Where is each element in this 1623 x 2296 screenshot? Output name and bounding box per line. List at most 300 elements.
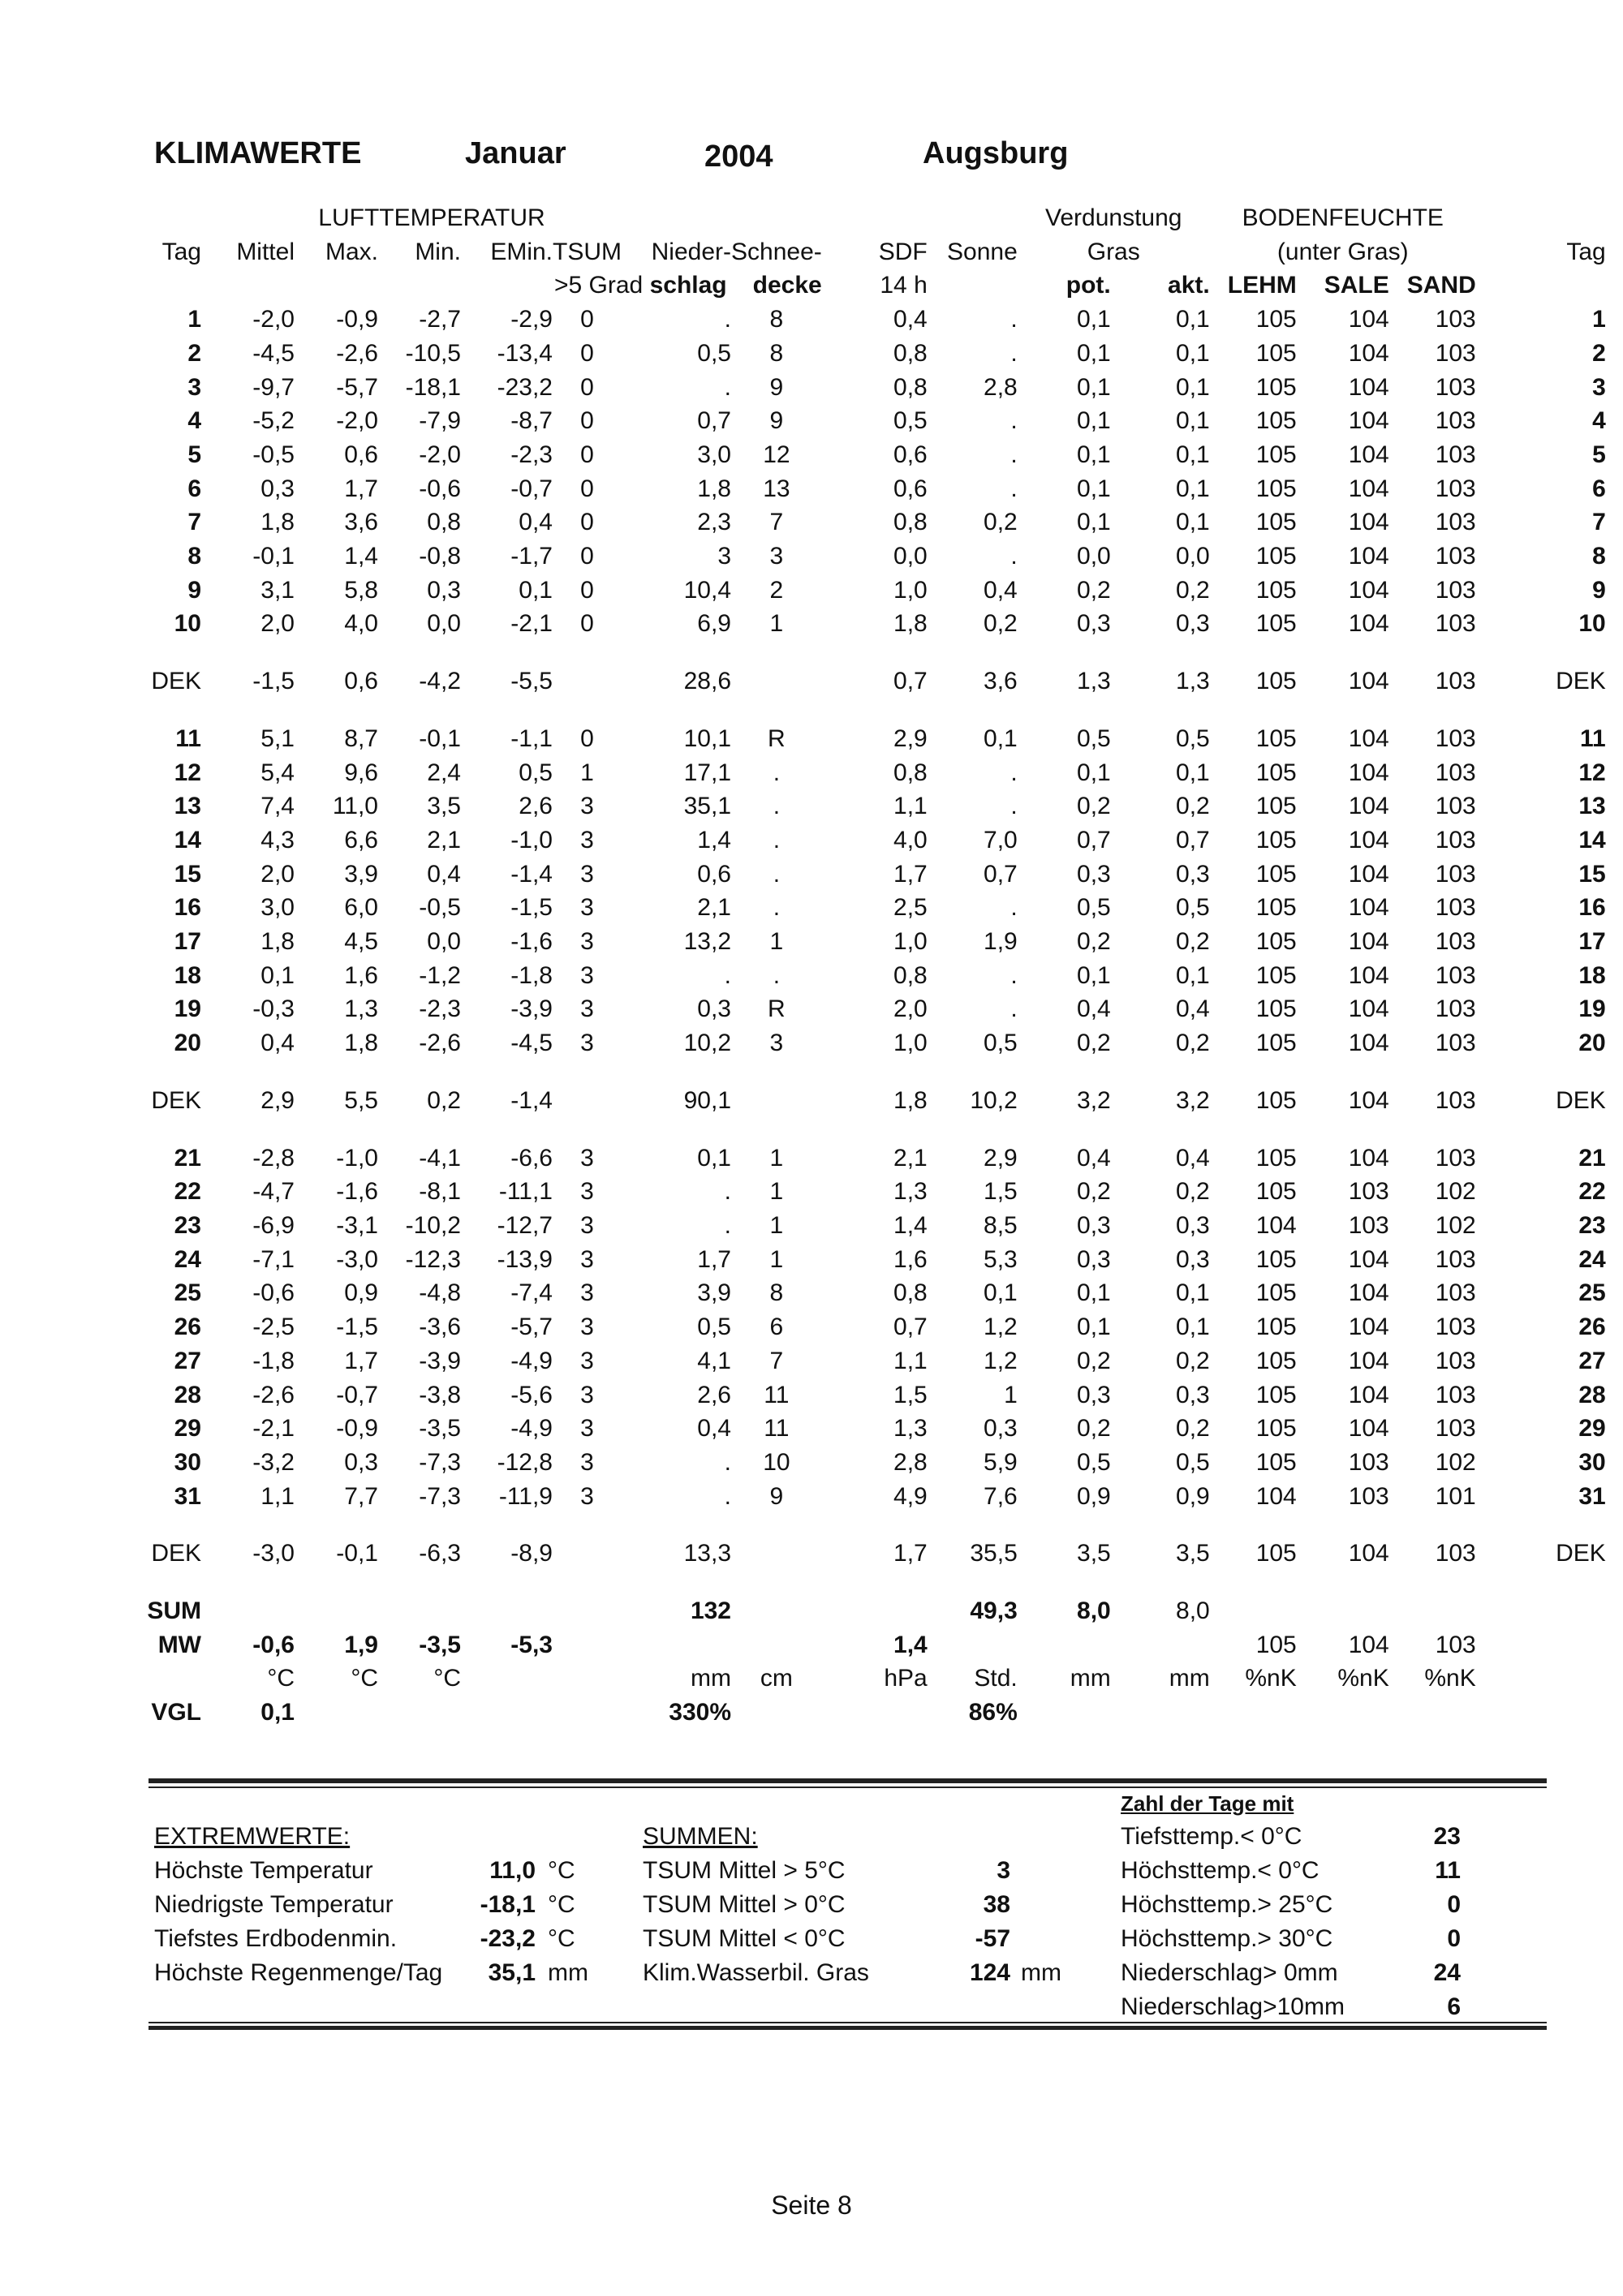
table-cell: 3,5 [427,793,461,820]
header-cell: (unter Gras) [1276,238,1409,265]
table-cell: -3,5 [419,1415,461,1443]
table-row [146,891,1606,925]
table-cell: 104 [1348,1415,1389,1443]
table-cell: 0 [580,509,594,536]
table-cell: 13 [763,475,790,502]
table-cell [553,1662,622,1696]
table-cell: -7,4 [510,1279,553,1307]
table-cell: 35,5 [970,1540,1018,1567]
table-cell: 0,0 [1077,543,1111,570]
header-cell: 14 h [880,272,928,299]
dek-row [146,1537,1606,1571]
table-cell: 4,0 [344,610,378,638]
table-cell: 3,0 [260,894,295,922]
tage-value: 11 [1435,1857,1461,1884]
table-cell [461,1662,553,1696]
table-cell: 2,1 [697,894,731,922]
table-cell: . [1010,894,1018,922]
table-cell: 2,6 [697,1381,731,1408]
table-cell: 105 [1255,1415,1297,1443]
table-cell: -3,8 [419,1381,461,1408]
table-cell: 103 [1435,1347,1476,1374]
doc-year: 2004 [704,140,773,174]
table-cell: 103 [1435,894,1476,922]
table-cell: 105 [1255,441,1297,468]
table-cell [1210,1594,1297,1628]
table-cell: -2,7 [419,306,461,333]
table-cell: -0,5 [252,441,295,468]
table-row [146,992,1606,1026]
table-cell: 104 [1348,407,1389,435]
tage-label: Höchsttemp.< 0°C [1121,1857,1319,1884]
table-cell: 0,1 [1176,306,1210,333]
table-cell: 5,8 [344,576,378,604]
table-cell: 86% [968,1699,1018,1726]
table-cell: 1,3 [1077,668,1111,695]
table-cell [731,1084,822,1118]
table-cell: 1,7 [697,1245,731,1273]
table-cell: 0,3 [1176,860,1210,888]
table-cell: 3 [580,1415,594,1443]
table-row [146,472,1606,506]
table-cell [928,1628,1018,1662]
header-lufttemperatur: LUFTTEMPERATUR [318,204,545,231]
table-cell: 4,0 [893,826,928,853]
table-cell: 104 [1348,1030,1389,1057]
table-cell: 2,4 [427,759,461,786]
table-cell: 7,6 [984,1482,1018,1510]
table-cell: %nK [1245,1665,1297,1692]
header-cell: LEHM [1227,272,1297,299]
table-cell: 2,9 [984,1144,1018,1172]
table-cell: -2,9 [510,306,553,333]
table-cell: 3 [580,826,594,853]
table-cell: 0,5 [984,1030,1018,1057]
table-row [146,1480,1606,1514]
table-cell: 0,4 [1077,1144,1111,1172]
table-cell: 15 [174,860,201,888]
table-cell: 0,2 [427,1086,461,1114]
table-cell: 105 [1255,373,1297,401]
table-cell [1111,1628,1210,1662]
table-cell: 105 [1255,1631,1297,1658]
divider-bottom-thin [149,2022,1547,2023]
table-cell: 103 [1435,668,1476,695]
table-cell: -2,1 [510,610,553,638]
header-row-3 [146,269,1606,303]
table-cell: 24 [1578,1245,1606,1273]
table-cell: 8,5 [984,1211,1018,1239]
table-cell: SUM [147,1597,201,1625]
table-cell: . [1010,306,1018,333]
table-cell: 7 [769,1347,784,1374]
table-cell: 2,3 [697,509,731,536]
table-cell: 3 [187,373,201,401]
table-cell: 0,3 [697,995,731,1023]
header-cell: pot. [1065,272,1111,299]
table-row [146,756,1606,790]
table-cell: 103 [1435,724,1476,752]
table-cell: -3,0 [336,1245,378,1273]
table-cell: 1 [1004,1381,1018,1408]
table-cell: -3,9 [510,995,553,1023]
table-cell: 18 [1578,961,1606,989]
tage-label: Höchsttemp.> 30°C [1121,1925,1333,1952]
table-cell: . [1010,441,1018,468]
table-row [146,1276,1606,1310]
table-cell: . [773,793,781,820]
table-cell: 0,0 [427,610,461,638]
table-cell: -1,8 [252,1347,295,1374]
table-cell: -4,9 [510,1347,553,1374]
table-row [146,1209,1606,1243]
table-cell: 3 [580,1178,594,1206]
table-cell: 0,2 [1176,793,1210,820]
table-cell: 104 [1348,610,1389,638]
table-cell: . [1010,407,1018,435]
table-cell: 105 [1255,1178,1297,1206]
spacer-row [146,641,1606,664]
table-cell: 7,7 [344,1482,378,1510]
table-cell: 21 [174,1144,201,1172]
table-cell: 1 [769,1178,784,1206]
tage-value: 0 [1447,1891,1461,1918]
table-row [146,505,1606,540]
table-cell: 0,7 [893,668,928,695]
table-cell: 103 [1435,1314,1476,1341]
table-row [146,858,1606,892]
extremwert-label: Niedrigste Temperatur [154,1891,394,1918]
table-cell: 103 [1435,928,1476,956]
table-cell: 2,8 [984,373,1018,401]
table-cell: DEK [151,668,201,695]
table-cell: 1,3 [893,1178,928,1206]
table-row [146,925,1606,959]
table-cell: -1,4 [510,1086,553,1114]
table-row [146,1142,1606,1176]
table-cell: 3 [769,1030,784,1057]
table-cell: 13 [174,793,201,820]
table-cell: 15 [1578,860,1606,888]
table-cell: 3 [580,995,594,1023]
table-cell: -13,4 [497,339,553,367]
header-niederschlag-2: schlag [649,272,727,299]
table-cell: -1,6 [510,928,553,956]
table-cell: 6,0 [344,894,378,922]
table-cell [731,1537,822,1571]
header-cell: Gras [1087,238,1140,265]
table-cell: -1,7 [510,543,553,570]
table-cell: 0,1 [1176,759,1210,786]
table-cell: . [1010,759,1018,786]
table-cell: 1,1 [893,793,928,820]
table-cell: 0,7 [697,407,731,435]
table-cell: 9 [187,576,201,604]
table-cell: 25 [174,1279,201,1307]
table-cell: 103 [1435,1086,1476,1114]
table-cell: 0,5 [1077,724,1111,752]
table-cell: 105 [1255,1245,1297,1273]
table-cell: 8,7 [344,724,378,752]
table-cell: 0,3 [1077,860,1111,888]
table-cell: -3,0 [252,1540,295,1567]
table-cell: -18,1 [405,373,461,401]
table-cell: -11,9 [498,1482,553,1510]
table-cell: 0,1 [1176,441,1210,468]
table-cell: 11,0 [332,793,378,820]
table-cell: 0,1 [1176,339,1210,367]
table-cell: 8 [1592,543,1606,570]
table-cell: 8 [769,339,784,367]
table-cell: 8 [187,543,201,570]
table-cell: 5 [187,441,201,468]
table-cell: 0,5 [697,1314,731,1341]
table-cell: 6,6 [344,826,378,853]
table-cell: 0,6 [344,441,378,468]
table-cell: -5,7 [336,373,378,401]
table-cell: -2,3 [419,995,461,1023]
table-cell: -0,6 [252,1279,295,1307]
table-row [146,574,1606,608]
table-cell: 0,1 [1077,373,1111,401]
table-cell: 0,4 [984,576,1018,604]
table-cell: 103 [1348,1482,1389,1510]
table-cell: mm [691,1665,731,1692]
header-cell: Schnee- [731,238,822,265]
table-cell: 103 [1435,995,1476,1023]
table-cell: 1,8 [344,1030,378,1057]
summen-unit: mm [1021,1959,1061,1986]
header-cell: Min. [415,238,461,265]
table-cell: 0,1 [519,576,553,604]
table-cell: -1,5 [252,668,295,695]
table-cell: 28 [1578,1381,1606,1408]
table-cell: 105 [1255,1086,1297,1114]
table-cell: 10,2 [970,1086,1018,1114]
table-cell [553,1084,622,1118]
table-cell: 3 [1592,373,1606,401]
table-cell: mm [1169,1665,1210,1692]
table-cell: 20 [1578,1030,1606,1057]
table-cell: 8,0 [1077,1597,1111,1625]
table-cell: 104 [1348,1540,1389,1567]
table-cell: 0,1 [1077,441,1111,468]
table-cell: 0 [580,373,594,401]
table-cell: -1,6 [336,1178,378,1206]
table-cell: DEK [1556,668,1606,695]
table-cell: 0,3 [1176,1211,1210,1239]
table-cell: 102 [1435,1178,1476,1206]
table-cell: 3,2 [1077,1086,1111,1114]
table-cell: 0,3 [1176,610,1210,638]
table-cell: 10 [174,610,201,638]
table-cell: 0,3 [1077,1381,1111,1408]
table-cell: 132 [690,1597,731,1625]
table-cell: -4,5 [252,339,295,367]
table-cell: 1,9 [344,1631,378,1658]
table-cell: 1 [769,928,784,956]
table-cell: R [768,995,786,1023]
table-cell: -5,5 [510,668,553,695]
table-cell: 0,8 [893,509,928,536]
table-cell: 29 [1578,1415,1606,1443]
table-cell: 10 [1578,610,1606,638]
table-cell: 0,1 [260,961,295,989]
table-cell: -23,2 [497,373,553,401]
table-cell: 1 [1592,306,1606,333]
table-cell: -0,1 [336,1540,378,1567]
table-cell: 0,1 [697,1144,731,1172]
header-row-2 [146,235,1606,269]
table-cell: 1,8 [260,509,295,536]
table-cell: 12 [1578,759,1606,786]
table-row [146,1412,1606,1446]
table-cell: 103 [1348,1178,1389,1206]
table-cell: -13,9 [497,1245,553,1273]
table-cell: 103 [1435,793,1476,820]
table-cell: Std. [974,1665,1018,1692]
tage-label: Niederschlag> 0mm [1121,1959,1338,1986]
table-cell: 1 [187,306,201,333]
table-cell: . [724,961,731,989]
table-cell: 0,0 [427,928,461,956]
table-cell: 0,5 [1077,1448,1111,1476]
table-cell: . [724,306,731,333]
table-cell: 7,0 [984,826,1018,853]
table-cell: 2 [1592,339,1606,367]
summen-value: 38 [983,1891,1010,1918]
table-cell: 1,8 [260,928,295,956]
table-cell [201,1594,295,1628]
table-cell: -4,2 [419,668,461,695]
table-cell: 1,8 [893,610,928,638]
extremwerte-heading: EXTREMWERTE: [154,1823,351,1850]
table-row [146,1446,1606,1480]
header-cell: TSUM [553,238,622,265]
table-cell: 13,3 [683,1540,731,1567]
table-cell: 0,4 [519,509,553,536]
table-cell: 0,3 [260,475,295,502]
table-cell: . [724,373,731,401]
table-cell: 1,7 [893,860,928,888]
table-cell: 4,1 [697,1347,731,1374]
doc-month: Januar [465,136,566,170]
table-cell: 0,2 [1176,1030,1210,1057]
table-cell [622,1628,731,1662]
table-cell: 330% [669,1699,731,1726]
header-cell: Tag [161,238,201,265]
table-cell: 0,5 [697,339,731,367]
mw-row [146,1628,1606,1662]
table-cell: -7,9 [419,407,461,435]
table-cell: -7,1 [252,1245,295,1273]
table-cell: -3,5 [419,1631,461,1658]
table-cell [1389,1696,1476,1730]
table-cell: -1,8 [510,961,553,989]
table-cell: 7 [187,509,201,536]
divider-top-thick [149,1778,1547,1783]
table-cell: -10,2 [405,1211,461,1239]
table-cell: 9,6 [344,759,378,786]
table-cell: 1,8 [697,475,731,502]
table-cell: 103 [1435,441,1476,468]
table-cell: 3,6 [344,509,378,536]
table-cell: 103 [1435,759,1476,786]
table-cell: -1,4 [510,860,553,888]
header-cell: SDF [878,238,928,265]
table-row [146,1175,1606,1209]
table-cell: 3 [580,1211,594,1239]
table-cell: 27 [1578,1347,1606,1374]
table-cell [1476,1662,1606,1696]
spacer-row [146,1118,1606,1142]
table-cell: 3,9 [344,860,378,888]
table-cell: 101 [1435,1482,1476,1510]
table-cell: 104 [1348,826,1389,853]
table-cell: 0,5 [1176,1448,1210,1476]
table-cell: 2,8 [893,1448,928,1476]
table-cell: 16 [1578,894,1606,922]
table-cell: 0 [580,407,594,435]
table-cell: 6,9 [697,610,731,638]
table-cell: 2,9 [893,724,928,752]
table-cell: -0,9 [336,306,378,333]
table-cell: -8,7 [510,407,553,435]
table-header [146,201,1606,303]
table-cell: 1,4 [697,826,731,853]
table-cell: 105 [1255,610,1297,638]
table-cell: 0,2 [1077,1415,1111,1443]
table-cell: 105 [1255,1030,1297,1057]
table-cell: 0,3 [1077,1245,1111,1273]
table-cell: 16 [174,894,201,922]
table-cell: 0,7 [893,1314,928,1341]
table-cell: 0,8 [893,759,928,786]
table-cell: 22 [174,1178,201,1206]
table-cell: -0,8 [419,543,461,570]
table-cell: -2,0 [419,441,461,468]
table-cell: 0,2 [984,509,1018,536]
table-cell: 103 [1435,576,1476,604]
table-cell: 7 [769,509,784,536]
table-cell: 103 [1435,826,1476,853]
table-cell: -4,8 [419,1279,461,1307]
dek-row [146,1084,1606,1118]
table-cell: 3,9 [697,1279,731,1307]
table-cell: 1,1 [260,1482,295,1510]
table-cell: -4,7 [252,1178,295,1206]
table-cell: -0,5 [419,894,461,922]
table-cell: 104 [1348,759,1389,786]
table-cell: MW [157,1631,201,1658]
table-cell: 104 [1348,1381,1389,1408]
table-cell: 1,2 [984,1347,1018,1374]
spacer-row [146,1513,1606,1537]
table-cell: 5,3 [984,1245,1018,1273]
header-cell: Tag [1566,238,1606,265]
table-cell: 0,8 [893,961,928,989]
table-cell: 3,2 [1176,1086,1210,1114]
table-cell: -1,0 [336,1144,378,1172]
table-cell: 105 [1255,1144,1297,1172]
table-cell: 105 [1255,1381,1297,1408]
table-cell: 0,4 [1176,1144,1210,1172]
table-cell: 11 [175,724,201,752]
table-cell: -10,5 [405,339,461,367]
table-cell: 103 [1435,1415,1476,1443]
table-cell: -4,1 [419,1144,461,1172]
table-cell: 0,7 [984,860,1018,888]
